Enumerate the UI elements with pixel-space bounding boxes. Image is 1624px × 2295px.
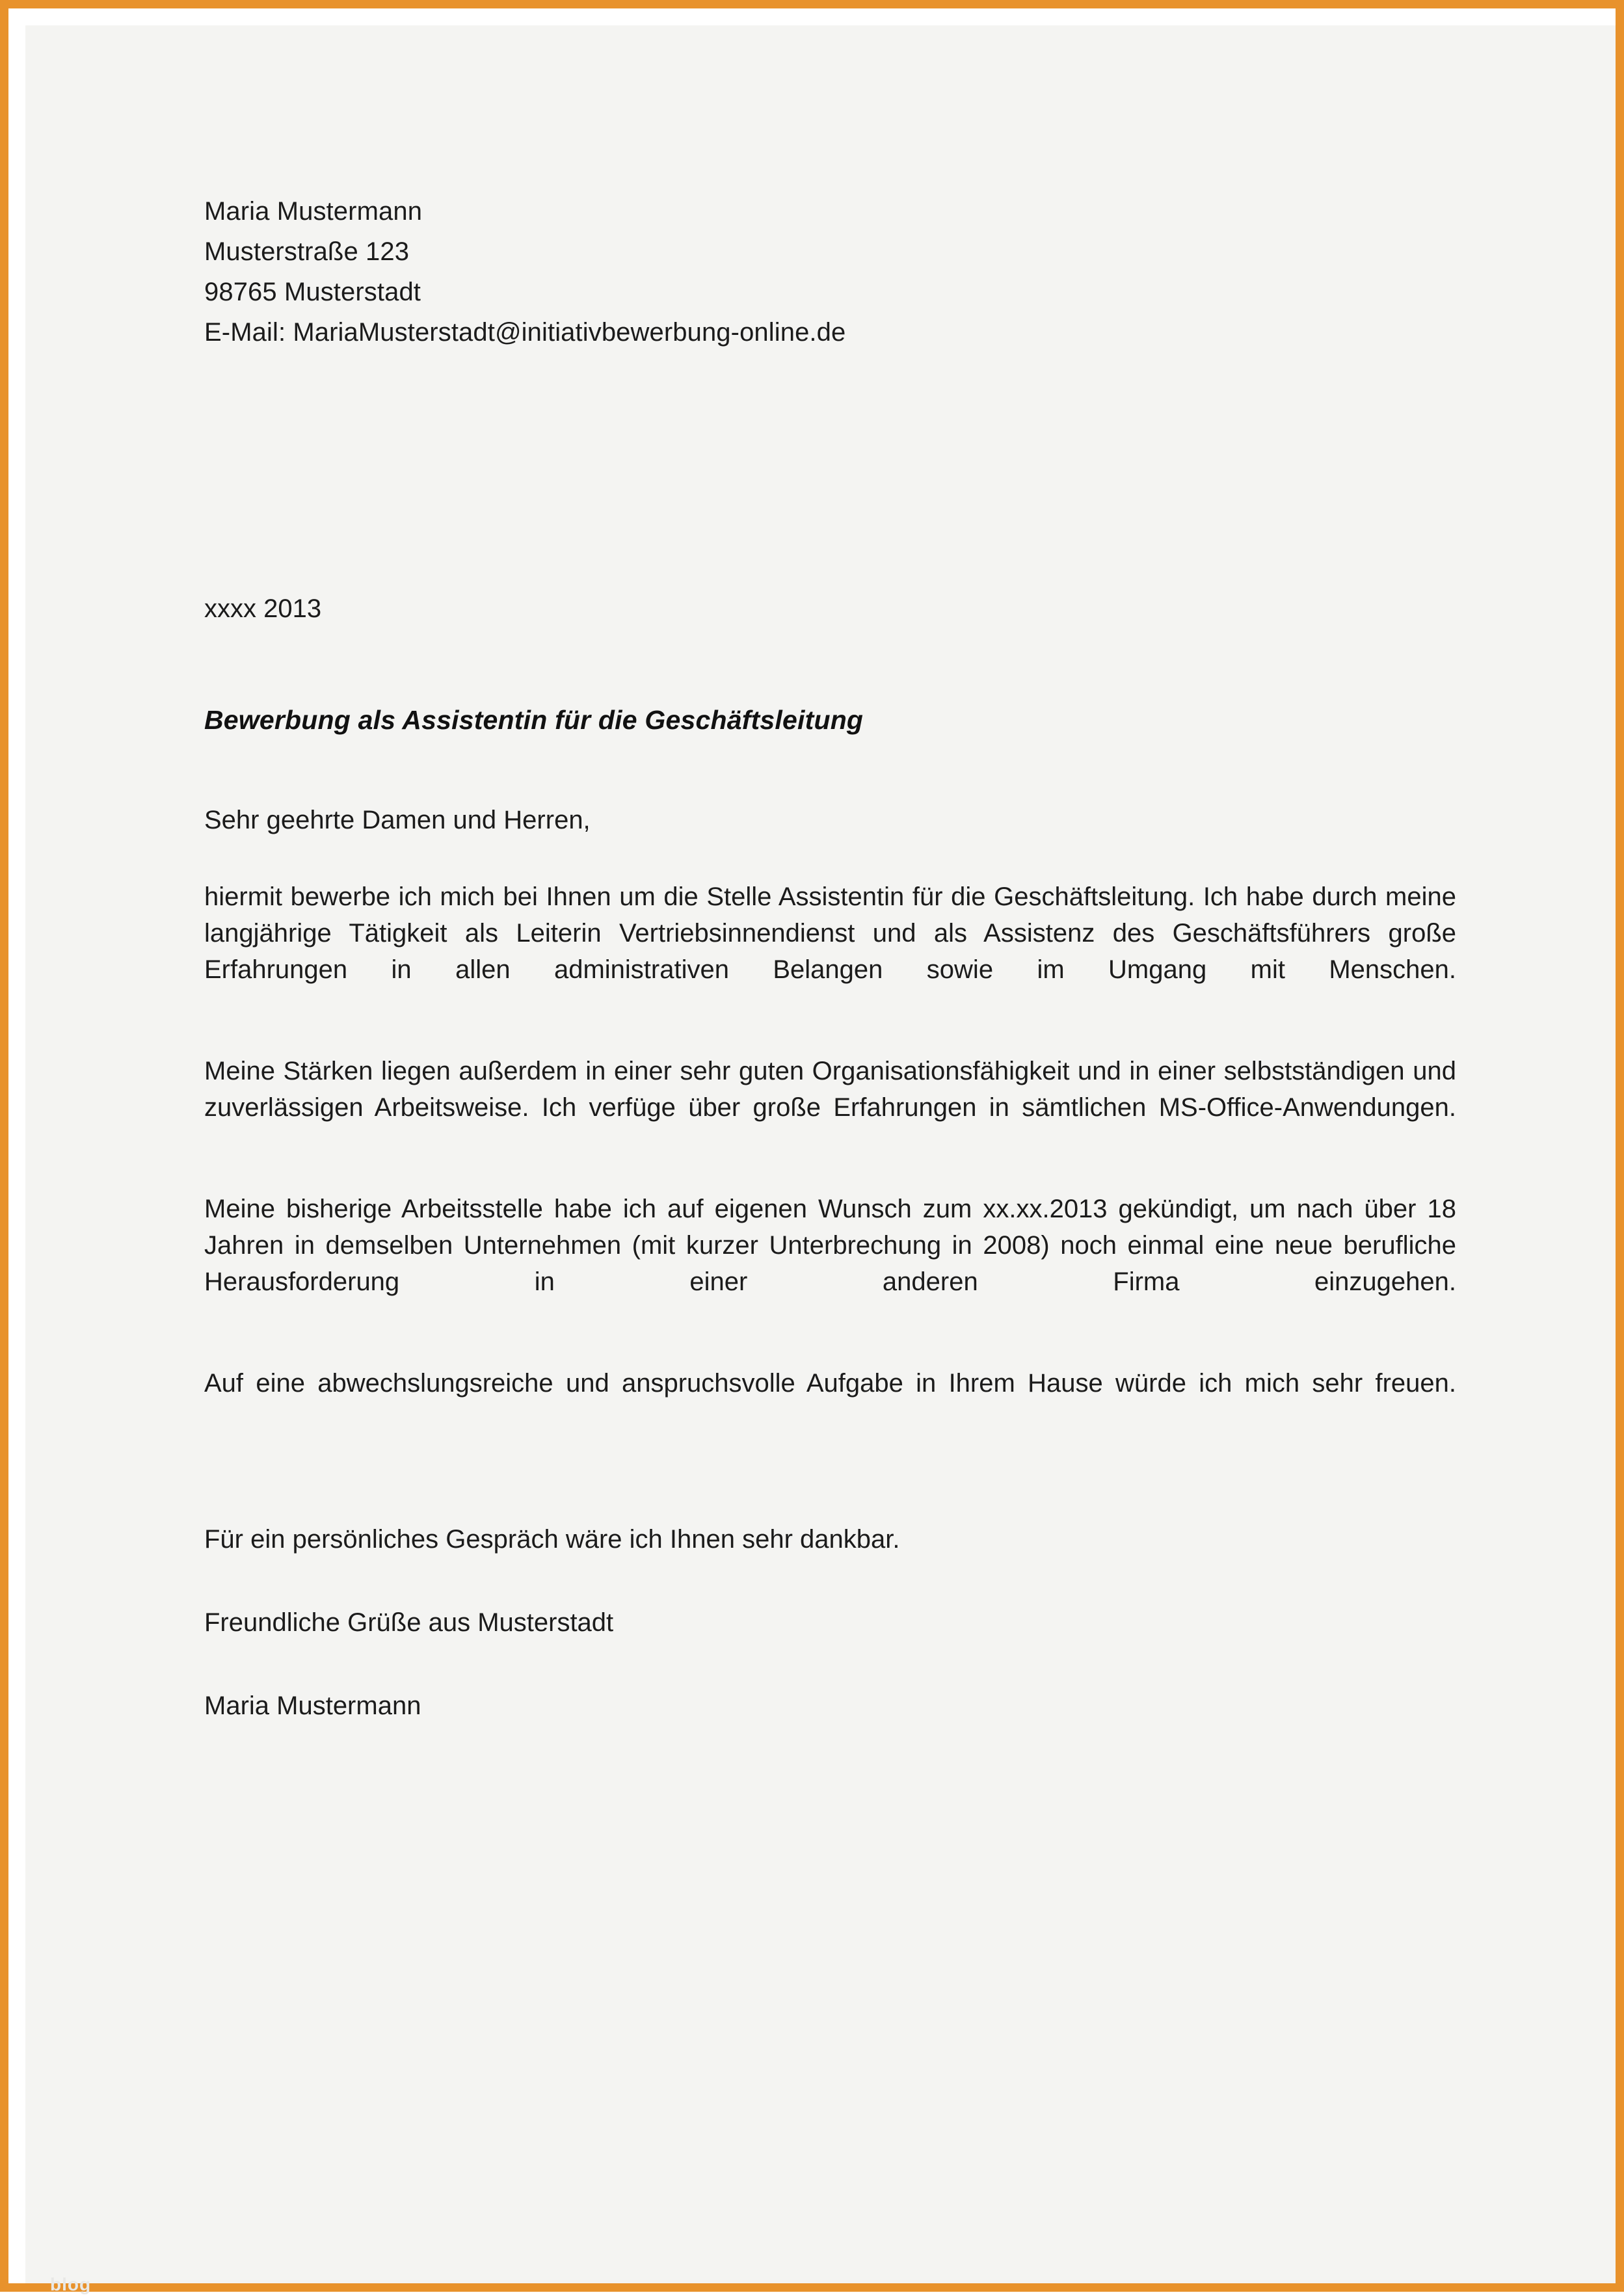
letter-salutation: Sehr geehrte Damen und Herren,: [204, 806, 591, 834]
body-paragraph-3: Meine bisherige Arbeitsstelle habe ich auf eigenen Wunsch zum xx.xx.2013 gekündigt, um nach über 18 Jahren in demselben Unternehmen (mit kurzer Unterbrechung in 2008) noch einmal eine neue berufliche Herausforderung in einer anderen Firma einzugehen.: [204, 1195, 1456, 1296]
letter-body: [204, 879, 1456, 1438]
body-paragraph-4: Auf eine abwechslungsreiche und anspruchsvolle Aufgabe in Ihrem Hause würde ich mich sehr freuen.: [204, 1369, 1456, 1398]
sender-city: 98765 Musterstadt: [204, 278, 421, 306]
sender-street: Musterstraße 123: [204, 237, 410, 266]
sender-email: E-Mail: MariaMusterstadt@initiativbewerbung-online.de: [204, 318, 846, 347]
body-paragraph-1: hiermit bewerbe ich mich bei Ihnen um die Stelle Assistentin für die Geschäftsleitung. Ich habe durch meine langjährige Tätigkeit als Leiterin Vertriebsinnendienst und als Assistenz des Geschäftsführers große Erfahrungen in allen administrativen Belangen sowie im Umgang mit Menschen.: [204, 882, 1456, 984]
closing-greeting: Freundliche Grüße aus Musterstadt: [204, 1608, 614, 1637]
letter-subject: Bewerbung als Assistentin für die Geschäftsleitung: [204, 705, 864, 735]
blog-watermark: blog: [50, 2274, 92, 2294]
letter-paper-sheet: [25, 25, 1616, 2294]
closing-signature: Maria Mustermann: [204, 1691, 421, 1720]
letter-content: [204, 25, 1459, 2283]
body-paragraph-2: Meine Stärken liegen außerdem in einer sehr guten Organisationsfähigkeit und in einer selbstständigen und zuverlässigen Arbeitsweise. Ich verfüge über große Erfahrungen in sämtlichen MS-Office-Anwendungen.: [204, 1057, 1456, 1122]
sender-address-block: [204, 191, 1459, 352]
letter-closing: [204, 1521, 1456, 1724]
letter-date: xxxx 2013: [204, 594, 322, 623]
sender-name: Maria Mustermann: [204, 197, 423, 226]
body-paragraph-5: Für ein persönliches Gespräch wäre ich Ihnen sehr dankbar.: [204, 1525, 900, 1554]
